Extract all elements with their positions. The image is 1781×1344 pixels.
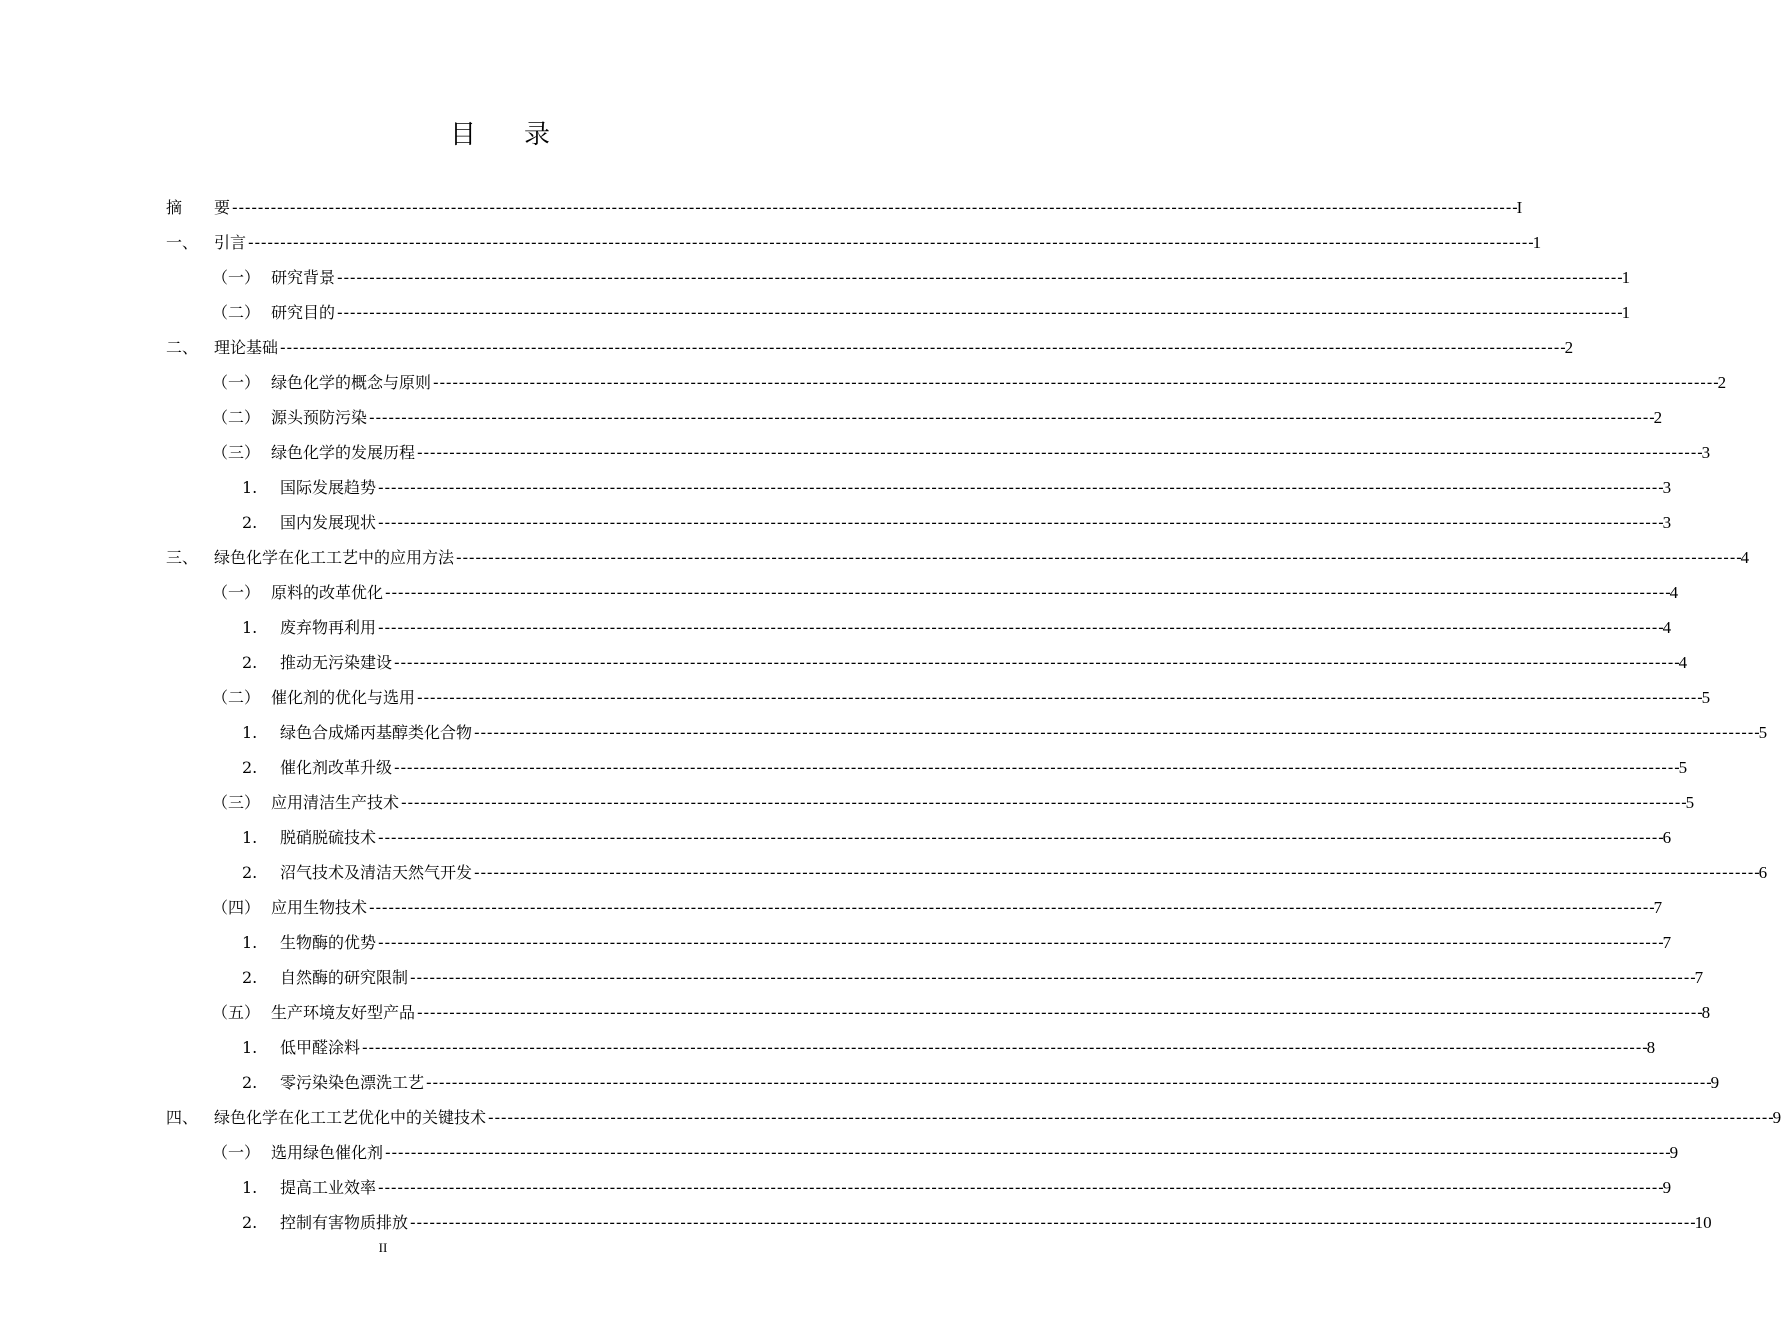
toc-entry-page: 6 bbox=[1758, 863, 1768, 882]
toc-entry[interactable] bbox=[166, 925, 1672, 960]
toc-dot-leader: -------------------------------------------------------------------------------------------------------------------------------------------------------------------------------------------------------- bbox=[367, 408, 1654, 427]
toc-dot-leader: -------------------------------------------------------------------------------------------------------------------------------------------------------------------------------------------------------- bbox=[376, 933, 1663, 952]
toc-entry[interactable] bbox=[166, 1065, 1720, 1100]
toc-entry[interactable] bbox=[166, 470, 1672, 505]
toc-dot-leader: -------------------------------------------------------------------------------------------------------------------------------------------------------------------------------------------------------- bbox=[486, 1108, 1773, 1127]
toc-entry-label: 绿色化学的发展历程 bbox=[271, 443, 416, 462]
toc-dot-leader: -------------------------------------------------------------------------------------------------------------------------------------------------------------------------------------------------------- bbox=[399, 793, 1686, 812]
toc-entry[interactable] bbox=[166, 855, 1768, 890]
toc-entry-number: 2. bbox=[242, 758, 258, 777]
toc-entry-page: 1 bbox=[1532, 233, 1542, 252]
toc-entry-label: 应用生物技术 bbox=[271, 898, 368, 917]
toc-dot-leader: -------------------------------------------------------------------------------------------------------------------------------------------------------------------------------------------------------- bbox=[415, 443, 1702, 462]
toc-entry-label: 绿色合成烯丙基醇类化合物 bbox=[280, 723, 473, 742]
toc-entry-page: 5 bbox=[1685, 793, 1695, 812]
toc-entry-page: 7 bbox=[1653, 898, 1663, 917]
toc-dot-leader: -------------------------------------------------------------------------------------------------------------------------------------------------------------------------------------------------------- bbox=[335, 303, 1622, 322]
toc-entry-number: 2. bbox=[242, 1213, 258, 1232]
toc-entry-number: （一） bbox=[212, 1143, 261, 1162]
toc-entry[interactable] bbox=[166, 1205, 1712, 1240]
toc-entry-label: 国内发展现状 bbox=[280, 513, 377, 532]
toc-dot-leader: -------------------------------------------------------------------------------------------------------------------------------------------------------------------------------------------------------- bbox=[424, 1073, 1711, 1092]
toc-entry-page: 8 bbox=[1701, 1003, 1711, 1022]
toc-entry-label: 国际发展趋势 bbox=[280, 478, 377, 497]
toc-entry-page: 1 bbox=[1621, 303, 1631, 322]
toc-entry-page: 9 bbox=[1772, 1108, 1781, 1127]
toc-entry[interactable] bbox=[166, 750, 1688, 785]
toc-dot-leader: -------------------------------------------------------------------------------------------------------------------------------------------------------------------------------------------------------- bbox=[408, 1213, 1695, 1232]
toc-entry-label: 研究背景 bbox=[271, 268, 336, 287]
toc-dot-leader: -------------------------------------------------------------------------------------------------------------------------------------------------------------------------------------------------------- bbox=[376, 513, 1663, 532]
toc-entry-number: 2. bbox=[242, 968, 258, 987]
toc-dot-leader: -------------------------------------------------------------------------------------------------------------------------------------------------------------------------------------------------------- bbox=[454, 548, 1741, 567]
toc-dot-leader: -------------------------------------------------------------------------------------------------------------------------------------------------------------------------------------------------------- bbox=[230, 198, 1517, 217]
toc-entry-page: 4 bbox=[1740, 548, 1750, 567]
toc-entry[interactable] bbox=[166, 1170, 1672, 1205]
toc-dot-leader: -------------------------------------------------------------------------------------------------------------------------------------------------------------------------------------------------------- bbox=[431, 373, 1718, 392]
toc-entry-page: 3 bbox=[1662, 513, 1672, 532]
toc-entry[interactable] bbox=[166, 1135, 1679, 1170]
toc-entry-number: （二） bbox=[212, 688, 261, 707]
toc-entry-number: 1. bbox=[242, 478, 258, 497]
toc-entry-label: 催化剂改革升级 bbox=[280, 758, 393, 777]
toc-entry-label: 原料的改革优化 bbox=[271, 583, 384, 602]
toc-entry-page: I bbox=[1516, 198, 1523, 217]
toc-entry[interactable] bbox=[166, 190, 1523, 225]
toc-entry[interactable] bbox=[166, 1030, 1656, 1065]
toc-entry-number: （一） bbox=[212, 268, 261, 287]
toc-entry-page: 9 bbox=[1662, 1178, 1672, 1197]
toc-entry-number: （三） bbox=[212, 443, 261, 462]
toc-dot-leader: -------------------------------------------------------------------------------------------------------------------------------------------------------------------------------------------------------- bbox=[376, 1178, 1663, 1197]
toc-entry[interactable] bbox=[166, 715, 1768, 750]
toc-entry-number: （四） bbox=[212, 898, 261, 917]
toc-entry-label: 选用绿色催化剂 bbox=[271, 1143, 384, 1162]
toc-entry-number: （一） bbox=[212, 373, 261, 392]
toc-entry-number: 1. bbox=[242, 1178, 258, 1197]
toc-entry-page: 4 bbox=[1678, 653, 1688, 672]
toc-entry[interactable] bbox=[166, 330, 1574, 365]
toc-entry-label: 绿色化学在化工工艺优化中的关键技术 bbox=[214, 1108, 487, 1127]
toc-dot-leader: -------------------------------------------------------------------------------------------------------------------------------------------------------------------------------------------------------- bbox=[278, 338, 1565, 357]
toc-entry-page: 6 bbox=[1662, 828, 1672, 847]
toc-entry-number: 1. bbox=[242, 1038, 258, 1057]
toc-dot-leader: -------------------------------------------------------------------------------------------------------------------------------------------------------------------------------------------------------- bbox=[472, 723, 1759, 742]
toc-entry-number: （二） bbox=[212, 303, 261, 322]
toc-entry[interactable] bbox=[166, 785, 1695, 820]
toc-entry[interactable] bbox=[166, 960, 1704, 995]
toc-entry-label: 推动无污染建设 bbox=[280, 653, 393, 672]
toc-entry-number: 2. bbox=[242, 653, 258, 672]
toc-entry-label: 理论基础 bbox=[214, 338, 279, 357]
toc-entry[interactable] bbox=[166, 365, 1727, 400]
toc-entry-number: 2. bbox=[242, 513, 258, 532]
toc-entry-page: 1 bbox=[1621, 268, 1631, 287]
toc-entry[interactable] bbox=[166, 645, 1688, 680]
toc-entry-number: 一、 bbox=[166, 233, 199, 252]
toc-entry-label: 自然酶的研究限制 bbox=[280, 968, 409, 987]
table-of-contents bbox=[166, 190, 1781, 1240]
toc-entry-label: 控制有害物质排放 bbox=[280, 1213, 409, 1232]
toc-entry-page: 7 bbox=[1662, 933, 1672, 952]
toc-entry-number: 1. bbox=[242, 933, 258, 952]
toc-entry[interactable] bbox=[166, 400, 1663, 435]
toc-entry-number: （三） bbox=[212, 793, 261, 812]
toc-entry-page: 3 bbox=[1701, 443, 1711, 462]
page-number: II bbox=[378, 1240, 388, 1255]
toc-entry[interactable] bbox=[166, 995, 1711, 1030]
toc-entry-label: 沼气技术及清洁天然气开发 bbox=[280, 863, 473, 882]
toc-entry-page: 7 bbox=[1694, 968, 1704, 987]
toc-entry-label: 脱硝脱硫技术 bbox=[280, 828, 377, 847]
toc-dot-leader: -------------------------------------------------------------------------------------------------------------------------------------------------------------------------------------------------------- bbox=[383, 1143, 1670, 1162]
toc-dot-leader: -------------------------------------------------------------------------------------------------------------------------------------------------------------------------------------------------------- bbox=[408, 968, 1695, 987]
toc-entry-number: 四、 bbox=[166, 1108, 199, 1127]
toc-entry[interactable] bbox=[166, 890, 1663, 925]
toc-entry-label: 催化剂的优化与选用 bbox=[271, 688, 416, 707]
toc-entry-page: 9 bbox=[1669, 1143, 1679, 1162]
toc-dot-leader: -------------------------------------------------------------------------------------------------------------------------------------------------------------------------------------------------------- bbox=[415, 688, 1702, 707]
toc-dot-leader: -------------------------------------------------------------------------------------------------------------------------------------------------------------------------------------------------------- bbox=[367, 898, 1654, 917]
toc-entry[interactable] bbox=[166, 610, 1672, 645]
toc-title-char-1: 目 bbox=[449, 120, 476, 150]
toc-entry-label: 生物酶的优势 bbox=[280, 933, 377, 952]
toc-entry-page: 3 bbox=[1662, 478, 1672, 497]
toc-entry-page: 2 bbox=[1653, 408, 1663, 427]
toc-entry-label: 绿色化学的概念与原则 bbox=[271, 373, 432, 392]
toc-entry-label: 废弃物再利用 bbox=[280, 618, 377, 637]
toc-entry-page: 4 bbox=[1669, 583, 1679, 602]
toc-entry-number: 三、 bbox=[166, 548, 199, 567]
toc-dot-leader: -------------------------------------------------------------------------------------------------------------------------------------------------------------------------------------------------------- bbox=[376, 618, 1663, 637]
toc-entry-number: 1. bbox=[242, 618, 258, 637]
toc-entry-label: 零污染染色漂洗工艺 bbox=[280, 1073, 425, 1092]
toc-entry-page: 4 bbox=[1662, 618, 1672, 637]
toc-entry-number: 摘 bbox=[166, 198, 183, 217]
toc-entry-label: 绿色化学在化工工艺中的应用方法 bbox=[214, 548, 455, 567]
toc-entry[interactable] bbox=[166, 295, 1631, 330]
toc-entry-page: 5 bbox=[1678, 758, 1688, 777]
toc-entry-page: 8 bbox=[1646, 1038, 1656, 1057]
toc-entry[interactable] bbox=[166, 260, 1631, 295]
toc-dot-leader: -------------------------------------------------------------------------------------------------------------------------------------------------------------------------------------------------------- bbox=[392, 653, 1679, 672]
toc-dot-leader: -------------------------------------------------------------------------------------------------------------------------------------------------------------------------------------------------------- bbox=[415, 1003, 1702, 1022]
toc-dot-leader: -------------------------------------------------------------------------------------------------------------------------------------------------------------------------------------------------------- bbox=[472, 863, 1759, 882]
toc-entry-number: 1. bbox=[242, 723, 258, 742]
toc-entry[interactable] bbox=[166, 680, 1711, 715]
toc-entry[interactable] bbox=[166, 505, 1672, 540]
toc-entry-page: 2 bbox=[1564, 338, 1574, 357]
toc-entry[interactable] bbox=[166, 435, 1711, 470]
toc-dot-leader: -------------------------------------------------------------------------------------------------------------------------------------------------------------------------------------------------------- bbox=[376, 828, 1663, 847]
toc-entry-page: 5 bbox=[1701, 688, 1711, 707]
toc-entry-number: （二） bbox=[212, 408, 261, 427]
toc-dot-leader: -------------------------------------------------------------------------------------------------------------------------------------------------------------------------------------------------------- bbox=[246, 233, 1533, 252]
toc-entry-number: （一） bbox=[212, 583, 261, 602]
toc-entry-page: 9 bbox=[1710, 1073, 1720, 1092]
toc-entry-label: 要 bbox=[214, 198, 231, 217]
toc-entry-number: 2. bbox=[242, 1073, 258, 1092]
toc-entry-number: 二、 bbox=[166, 338, 199, 357]
toc-entry-number: （五） bbox=[212, 1003, 261, 1022]
toc-entry-label: 生产环境友好型产品 bbox=[271, 1003, 416, 1022]
toc-entry-number: 2. bbox=[242, 863, 258, 882]
toc-entry-label: 引言 bbox=[214, 233, 247, 252]
toc-entry[interactable] bbox=[166, 575, 1679, 610]
toc-entry-number: 1. bbox=[242, 828, 258, 847]
toc-entry[interactable] bbox=[166, 225, 1542, 260]
toc-entry-label: 低甲醛涂料 bbox=[280, 1038, 361, 1057]
toc-title bbox=[0, 114, 1000, 151]
toc-dot-leader: -------------------------------------------------------------------------------------------------------------------------------------------------------------------------------------------------------- bbox=[392, 758, 1679, 777]
toc-dot-leader: -------------------------------------------------------------------------------------------------------------------------------------------------------------------------------------------------------- bbox=[360, 1038, 1647, 1057]
toc-entry-label: 提高工业效率 bbox=[280, 1178, 377, 1197]
toc-entry-page: 5 bbox=[1758, 723, 1768, 742]
toc-entry[interactable] bbox=[166, 1100, 1781, 1135]
toc-entry-label: 研究目的 bbox=[271, 303, 336, 322]
toc-entry[interactable] bbox=[166, 820, 1672, 855]
toc-dot-leader: -------------------------------------------------------------------------------------------------------------------------------------------------------------------------------------------------------- bbox=[383, 583, 1670, 602]
toc-entry-page: 10 bbox=[1694, 1213, 1712, 1232]
toc-entry-page: 2 bbox=[1717, 373, 1727, 392]
toc-title-char-2: 录 bbox=[524, 120, 551, 150]
toc-entry[interactable] bbox=[166, 540, 1750, 575]
toc-entry-label: 源头预防污染 bbox=[271, 408, 368, 427]
toc-dot-leader: -------------------------------------------------------------------------------------------------------------------------------------------------------------------------------------------------------- bbox=[335, 268, 1622, 287]
toc-entry-label: 应用清洁生产技术 bbox=[271, 793, 400, 812]
toc-dot-leader: -------------------------------------------------------------------------------------------------------------------------------------------------------------------------------------------------------- bbox=[376, 478, 1663, 497]
